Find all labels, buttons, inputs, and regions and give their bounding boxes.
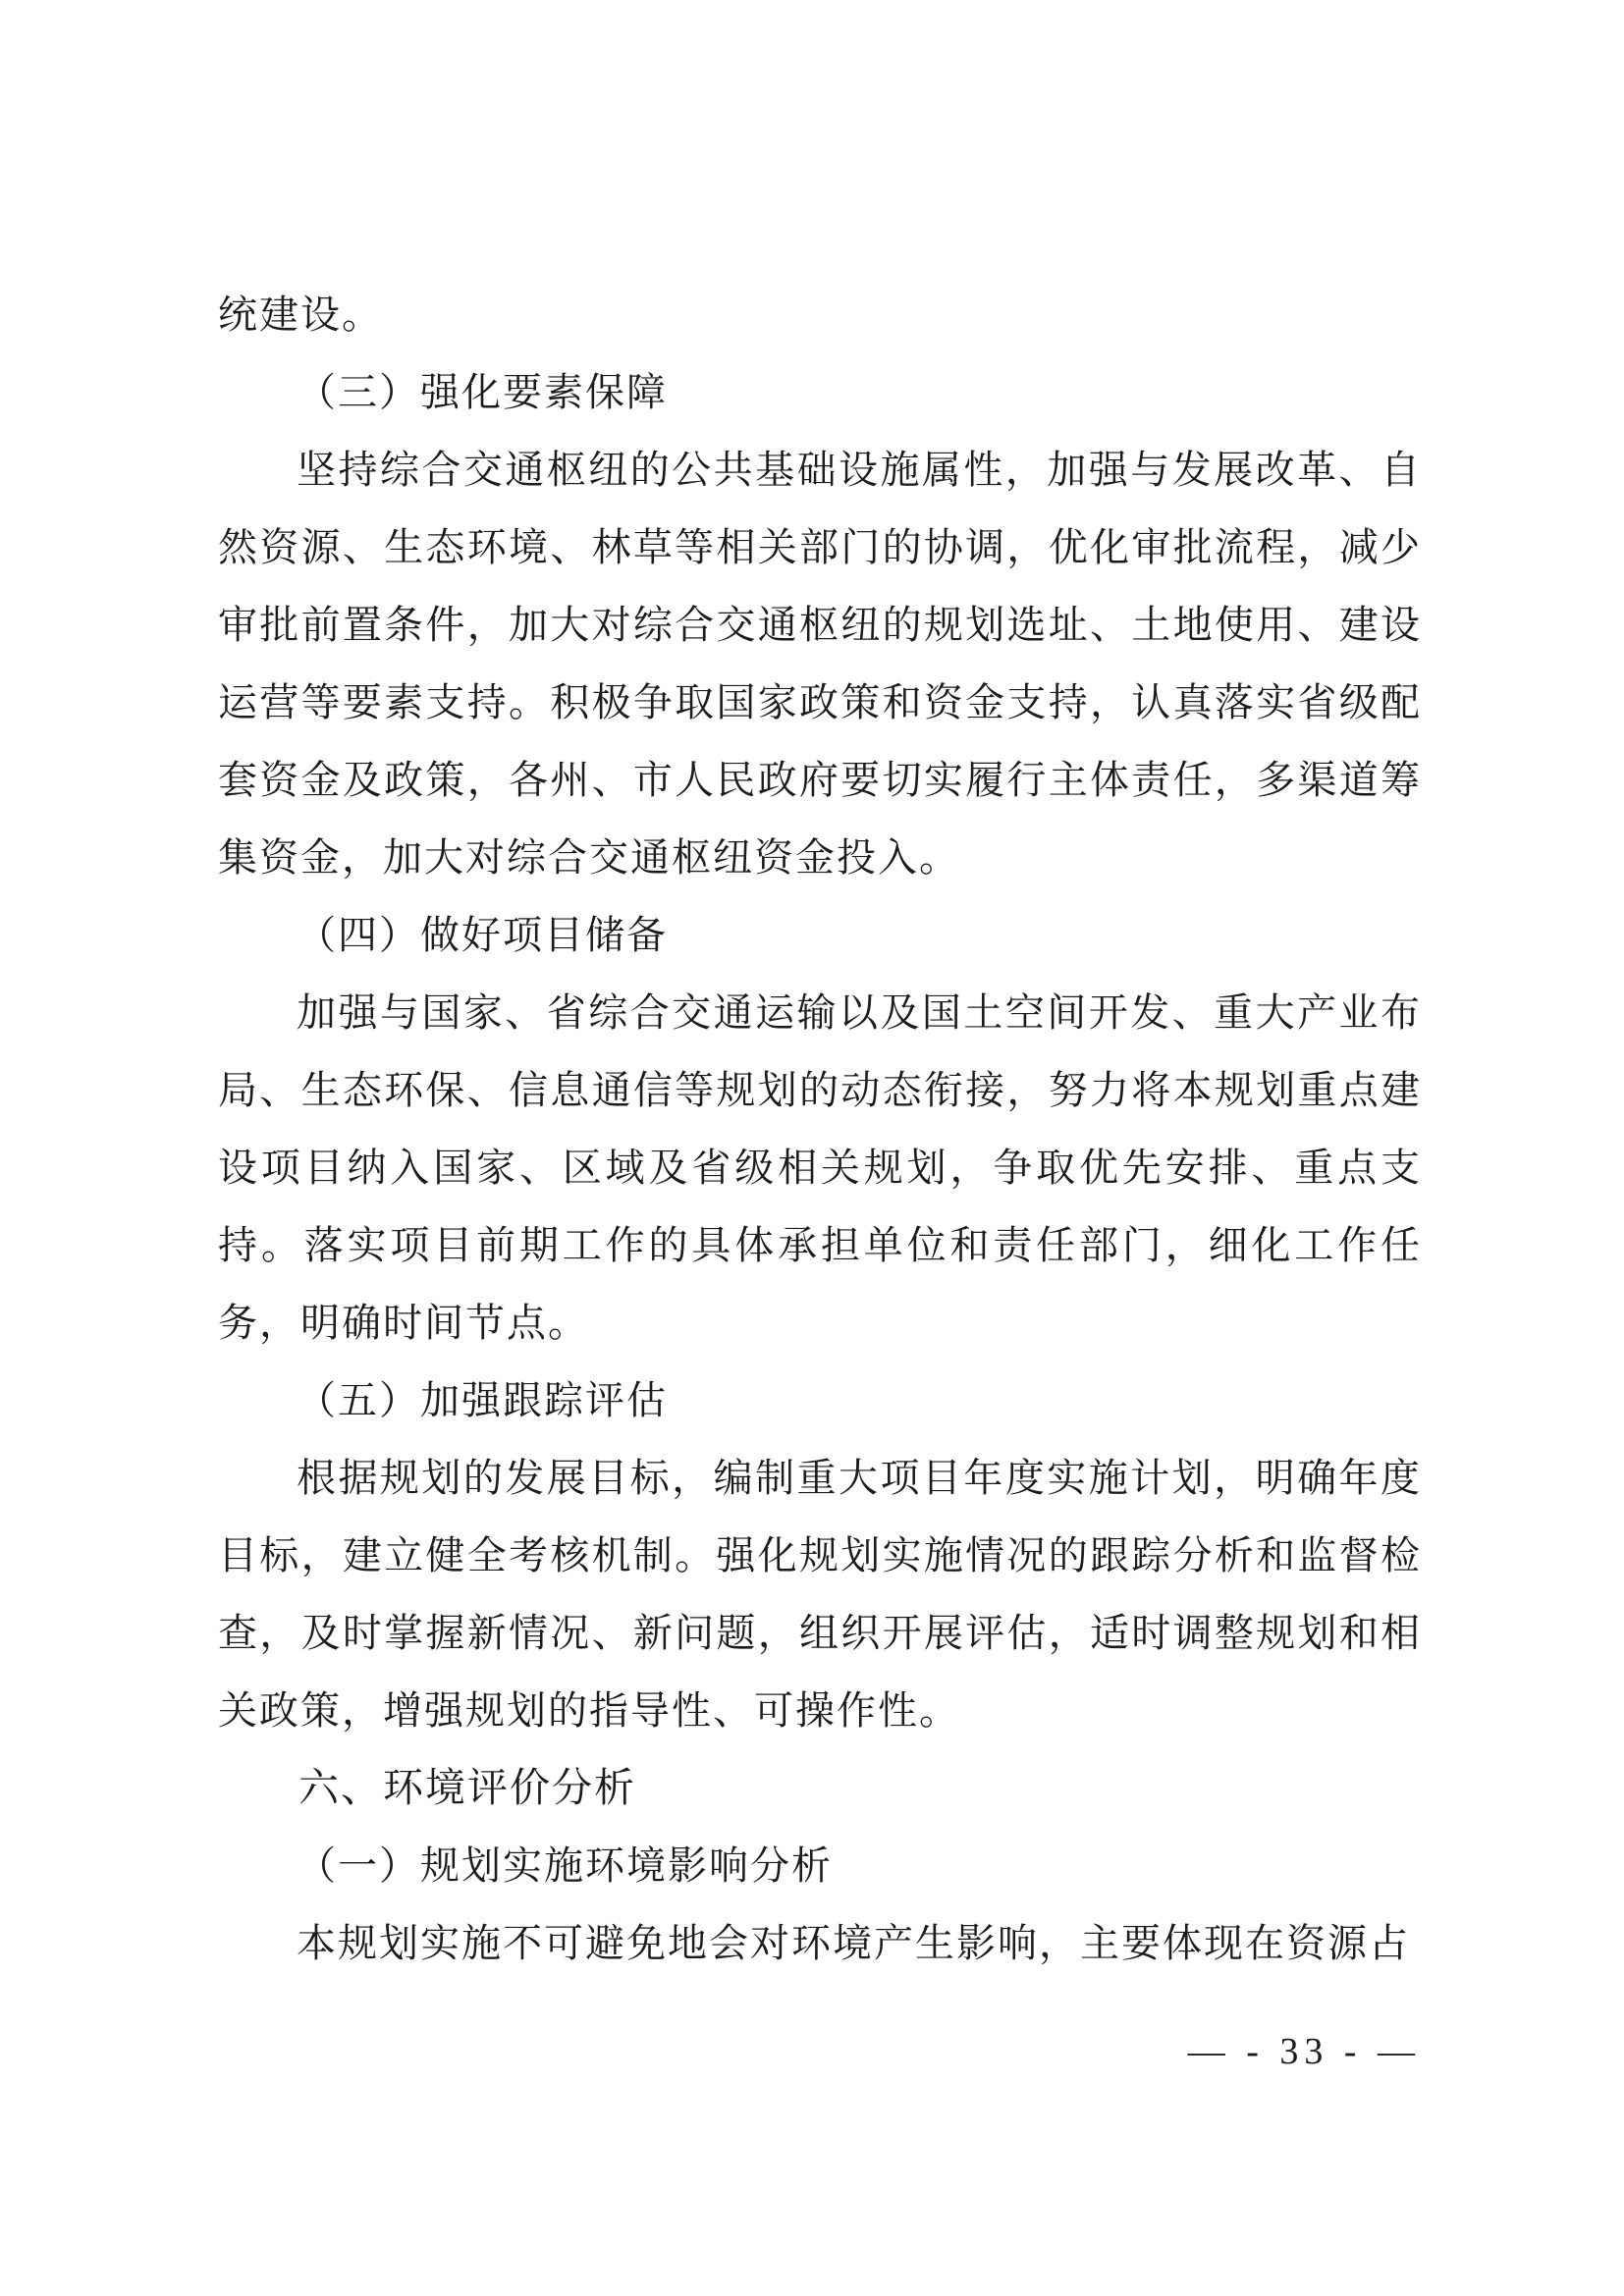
paragraph-continuation: 统建设。	[218, 293, 383, 337]
body-paragraph: 坚持综合交通枢纽的公共基础设施属性，加强与发展改革、自然资源、生态环境、林草等相关部门的协调，优化审批流程，减少审批前置条件，加大对综合交通枢纽的规划选址、土地使用、建设运营等要素支持。积极争取国家政策和资金支持，认真落实省级配套资金及政策，各州、市人民政府要切实履行主体责任，多渠道筹集资金，加大对综合交通枢纽资金投入。	[218, 448, 1422, 880]
page-number: — - 33 - —	[1187, 2031, 1421, 2072]
section-heading-5: （五）加强跟踪评估	[297, 1378, 668, 1422]
body-paragraph: 本规划实施不可避免地会对环境产生影响，主要体现在资源占	[297, 1921, 1410, 1965]
body-paragraph: 加强与国家、省综合交通运输以及国土空间开发、重大产业布局、生态环保、信息通信等规划的动态衔接，努力将本规划重点建设项目纳入国家、区域及省级相关规划，争取优先安排、重点支持。落实项目前期工作的具体承担单位和责任部门，细化工作任务，明确时间节点。	[218, 990, 1422, 1345]
chapter-heading: 六、环境评价分析	[298, 1765, 636, 1810]
document-body	[218, 276, 1422, 1982]
body-paragraph: 根据规划的发展目标，编制重大项目年度实施计划，明确年度目标，建立健全考核机制。强化规划实施情况的跟踪分析和监督检查，及时掌握新情况、新问题，组织开展评估，适时调整规划和相关政策，增强规划的指导性、可操作性。	[218, 1456, 1422, 1733]
section-heading-3: （三）强化要素保障	[297, 370, 668, 414]
section-heading-4: （四）做好项目储备	[297, 913, 668, 957]
subsection-heading-1: （一）规划实施环境影响分析	[297, 1843, 833, 1888]
